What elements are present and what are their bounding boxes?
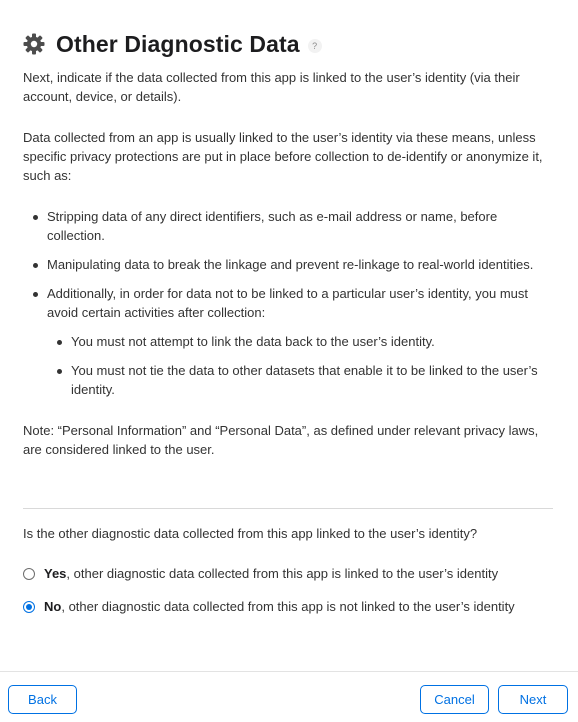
question-mark-icon[interactable]: ? (308, 39, 322, 53)
cancel-button[interactable]: Cancel (420, 685, 489, 714)
note-text: Note: “Personal Information” and “Personal Data”, as defined under relevant privacy laws, are considered linked to the user. (23, 423, 539, 457)
gear-icon (22, 32, 46, 56)
option-no-label (44, 597, 515, 616)
page-header (22, 28, 322, 60)
option-yes[interactable] (23, 564, 498, 583)
description-section (23, 68, 555, 459)
sub-list-item: You must not attempt to link the data back to the user’s identity. (71, 332, 555, 351)
privacy-measures-list (23, 207, 555, 399)
post-collection-rules-list (47, 332, 555, 399)
yes-radio[interactable] (23, 568, 35, 580)
option-no-text: , other diagnostic data collected from this app is not linked to the user’s identity (61, 599, 515, 614)
section-divider (23, 508, 553, 509)
intro-text: Next, indicate if the data collected from this app is linked to the user’s identity (via their account, device, or details). (23, 70, 520, 104)
option-yes-strong: Yes (44, 566, 67, 581)
list-item-text: Additionally, in order for data not to be linked to a particular user’s identity, you must avoid certain activities after collection: (47, 286, 529, 320)
list-item: Stripping data of any direct identifiers, such as e-mail address or name, before collection. (47, 207, 555, 245)
next-button[interactable]: Next (498, 685, 568, 714)
no-radio[interactable] (23, 601, 35, 613)
list-item (47, 284, 555, 399)
sub-list-item: You must not tie the data to other datasets that enable it to be linked to the user’s identity. (71, 361, 555, 399)
list-item: Manipulating data to break the linkage and prevent re-linkage to real-world identities. (47, 255, 555, 274)
option-no-strong: No (44, 599, 62, 614)
option-yes-text: , other diagnostic data collected from this app is linked to the user’s identity (66, 566, 499, 581)
linked-identity-question: Is the other diagnostic data collected from this app linked to the user’s identity? (23, 526, 478, 541)
option-no[interactable] (23, 597, 515, 616)
page-title: Other Diagnostic Data (56, 30, 300, 57)
option-yes-label (44, 564, 498, 583)
explanation-text: Data collected from an app is usually linked to the user’s identity via these means, unless specific privacy protections are put in place before collection to de-identify or anonymize it, such as: (23, 130, 543, 183)
back-button[interactable]: Back (8, 685, 77, 714)
footer-divider (0, 671, 578, 672)
